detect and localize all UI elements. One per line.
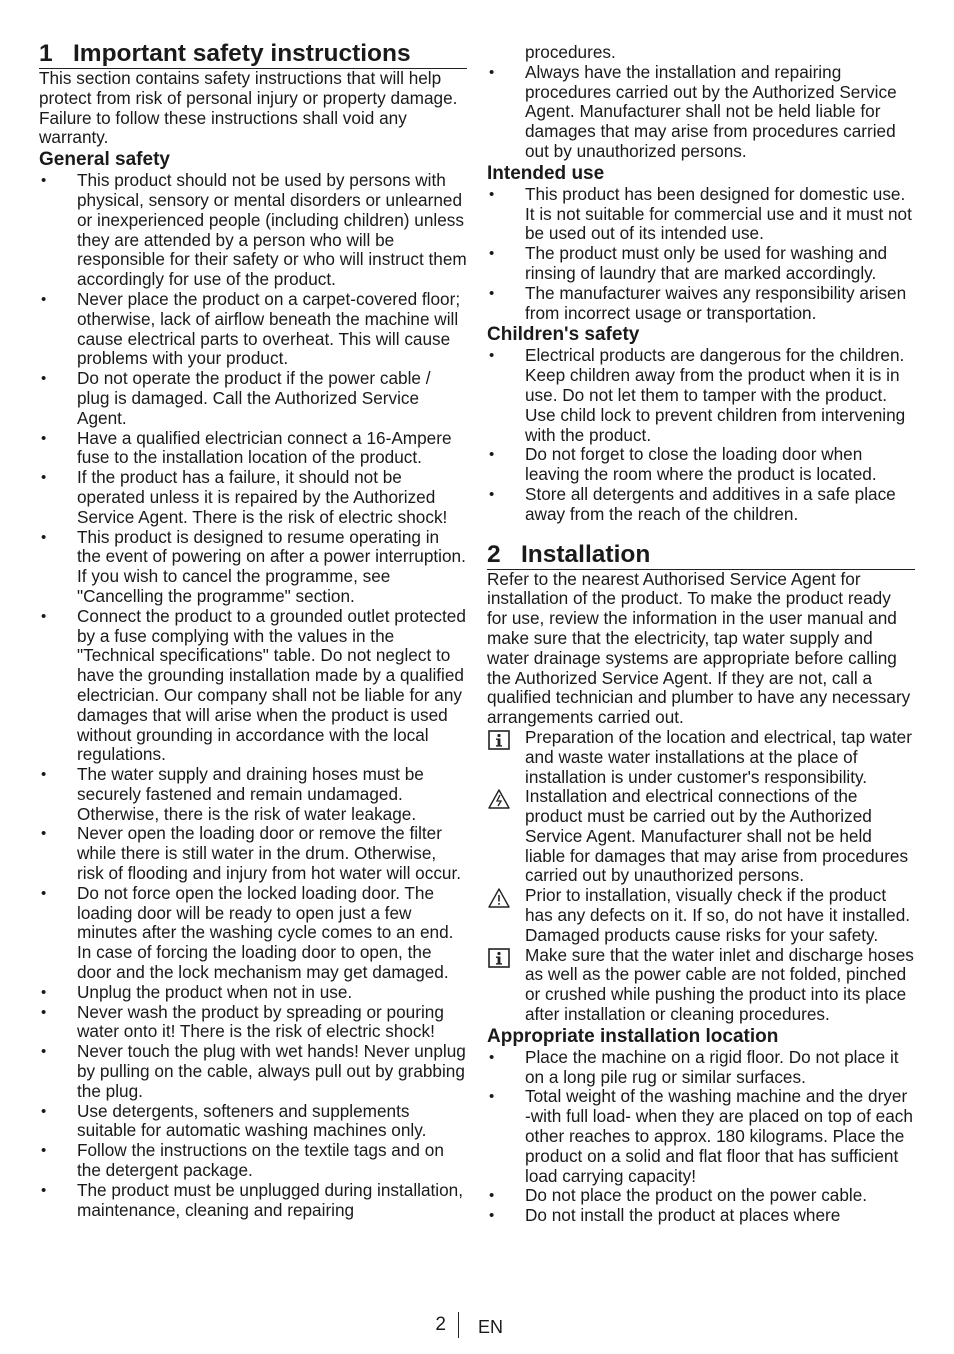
intended-use-list <box>487 185 915 324</box>
general-safety-list-continued <box>487 63 915 162</box>
intended-use-heading: Intended use <box>487 162 605 184</box>
note-warning: Prior to installation, visually check if the product has any defects on it. If so, do not have it installed. Damaged products cause risks for your safety. <box>487 886 915 945</box>
right-column <box>487 43 915 1226</box>
list-item: • Do not operate the product if the power cable / plug is damaged. Call the Authorized Service Agent. <box>39 369 467 428</box>
list-item: • Do not install the product at places where <box>487 1206 915 1226</box>
list-item: • Use detergents, softeners and supplements suitable for automatic washing machines only. <box>39 1102 467 1142</box>
list-item: • Total weight of the washing machine and the dryer -with full load- when they are placed on top of each other reaches to approx. 180 kilograms. Place the product on a solid and flat floor that has sufficient load carrying capacity! <box>487 1087 915 1186</box>
list-item: • Unplug the product when not in use. <box>39 983 467 1003</box>
section-2-intro: Refer to the nearest Authorised Service Agent for installation of the product. To make the product ready for use, review the information in the user manual and make sure that the electricity, tap water supply and water drainage systems are appropriate before calling the Authorized Service Agent. If they are not, call a qualified technician and plumber to have any necessary arrangements carried out. <box>487 568 911 728</box>
list-item: • Never wash the product by spreading or pouring water onto it! There is the risk of electric shock! <box>39 1003 467 1043</box>
list-item: • This product should not be used by persons with physical, sensory or mental disorders or unlearned or inexperienced people (including children) unless they are attended by a person who will be responsible for their safety or who will instruct them accordingly for use of the product. <box>39 171 467 290</box>
left-column <box>39 40 467 1220</box>
installation-location-list <box>487 1048 915 1226</box>
list-continuation: procedures. <box>525 42 616 62</box>
list-item: • Connect the product to a grounded outlet protected by a fuse complying with the values in the "Technical specifications" table. Do not neglect to have the grounding installation made by a qualified electrician. Our company shall not be liable for any damages that will arise when the product is used without grounding in accordance with the local regulations. <box>39 607 467 765</box>
list-item: • Do not place the product on the power cable. <box>487 1186 915 1206</box>
section-2-title: 2 Installation <box>487 541 915 570</box>
list-item: • Never place the product on a carpet-covered floor; otherwise, lack of airflow beneath the machine will cause electrical parts to overheat. This will cause problems with your product. <box>39 290 467 369</box>
general-safety-heading: General safety <box>39 149 170 171</box>
installation-location-heading: Appropriate installation location <box>487 1025 779 1047</box>
note-info: Make sure that the water inlet and discharge hoses as well as the power cable are not folded, pinched or crushed while pushing the product into its place after installation or cleaning procedures. <box>487 946 915 1025</box>
list-item: • Never open the loading door or remove the filter while there is still water in the drum. Otherwise, risk of flooding and injury from hot water will occur. <box>39 824 467 883</box>
list-item: • If the product has a failure, it should not be operated unless it is repaired by the Authorized Service Agent. There is the risk of electric shock! <box>39 468 467 527</box>
warning-icon <box>488 888 510 908</box>
note-info: Preparation of the location and electrical, tap water and waste water installations at the place of installation is under customer's responsibility. <box>487 728 915 787</box>
section-1-intro: This section contains safety instructions that will help protect from risk of personal injury or property damage. Failure to follow these instructions shall void any warranty. <box>39 68 458 148</box>
section-1-title: 1 Important safety instructions <box>39 40 467 69</box>
list-item: • Do not forget to close the loading door when leaving the room where the product is located. <box>487 445 915 485</box>
language-code: EN <box>478 1317 504 1337</box>
list-item: • Electrical products are dangerous for the children. Keep children away from the product when it is in use. Do not let them to tamper with the product. Use child lock to prevent children from intervening with the product. <box>487 346 915 445</box>
list-item: • The water supply and draining hoses must be securely fastened and remain undamaged. Otherwise, there is the risk of water leakage. <box>39 765 467 824</box>
info-icon <box>488 730 510 750</box>
list-item: • This product has been designed for domestic use. It is not suitable for commercial use and it must not be used out of its intended use. <box>487 185 915 244</box>
list-item: • Do not force open the locked loading door. The loading door will be ready to open just a few minutes after the washing cycle comes to an end. In case of forcing the loading door to open, the door and the lock mechanism may get damaged. <box>39 884 467 983</box>
list-item: • The manufacturer waives any responsibility arisen from incorrect usage or transportation. <box>487 284 915 324</box>
childrens-safety-heading: Children's safety <box>487 324 640 346</box>
general-safety-list <box>39 171 467 1220</box>
list-item: • Have a qualified electrician connect a 16-Ampere fuse to the installation location of the product. <box>39 429 467 469</box>
list-item: • The product must only be used for washing and rinsing of laundry that are marked accordingly. <box>487 244 915 284</box>
list-item: • Place the machine on a rigid floor. Do not place it on a long pile rug or similar surfaces. <box>487 1048 915 1088</box>
list-item: • This product is designed to resume operating in the event of powering on after a power interruption. If you wish to cancel the programme, see "Cancelling the programme" section. <box>39 528 467 607</box>
electric-warning-icon <box>488 789 510 809</box>
info-icon <box>488 948 510 968</box>
footer-divider <box>458 1312 459 1338</box>
page-number: 2 <box>435 1314 446 1335</box>
note-electric-warning: Installation and electrical connections of the product must be carried out by the Authorized Service Agent. Manufacturer shall not be held liable for damages that may arise from procedures carried out by unauthorized persons. <box>487 787 915 886</box>
childrens-safety-list <box>487 346 915 524</box>
list-item: • The product must be unplugged during installation, maintenance, cleaning and repairing <box>39 1181 467 1221</box>
list-item: • Always have the installation and repairing procedures carried out by the Authorized Service Agent. Manufacturer shall not be held liable for damages that may arise from procedures carried out by unauthorized persons. <box>487 63 915 162</box>
list-item: • Store all detergents and additives in a safe place away from the reach of the children. <box>487 485 915 525</box>
list-item: • Never touch the plug with wet hands! Never unplug by pulling on the cable, always pull out by grabbing the plug. <box>39 1042 467 1101</box>
list-item: • Follow the instructions on the textile tags and on the detergent package. <box>39 1141 467 1181</box>
